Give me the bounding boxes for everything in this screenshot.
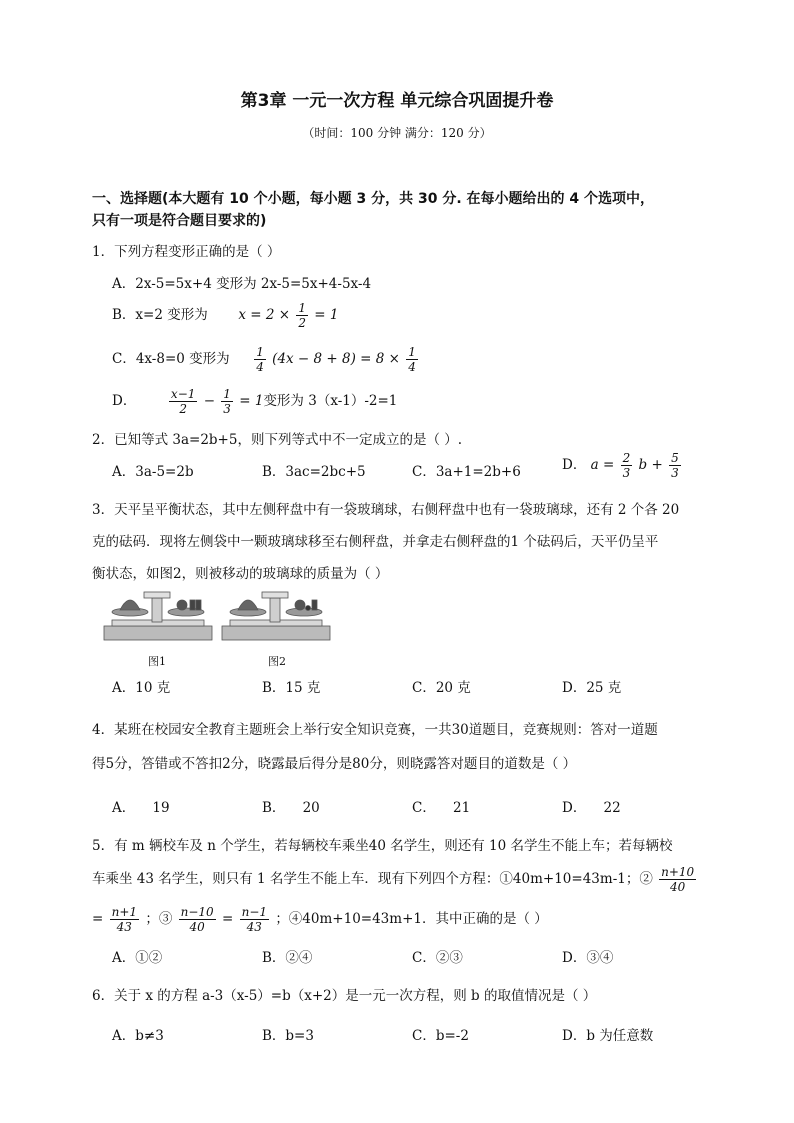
q2-d-pre: D． bbox=[562, 457, 587, 473]
q1-d-minus: − bbox=[203, 393, 215, 409]
q5-option-b: B．②④ bbox=[262, 950, 313, 966]
q1-option-a: A．2x-5=5x+4 变形为 2x-5=5x+4-5x-4 bbox=[112, 276, 372, 292]
q3-options bbox=[112, 676, 712, 696]
q2-d-math: a = bbox=[590, 457, 615, 473]
q5-tail: ；④40m+10=43m+1．其中正确的是（ ） bbox=[275, 911, 548, 927]
q5-sep-3: ；③ bbox=[145, 911, 173, 927]
q6-options bbox=[112, 1024, 712, 1044]
balance-figure bbox=[102, 586, 332, 654]
q1-c-fraction-2: $\frac{1}{4}$ bbox=[408, 345, 416, 374]
q2-option-b: B．3ac=2bc+5 bbox=[262, 464, 366, 480]
q2-option-d bbox=[562, 452, 712, 479]
q5-line1: 5．有 m 辆校车及 n 个学生，若每辆校车乘坐40 名学生，则还有 10 名学生不能上车；若每辆校 bbox=[92, 838, 673, 854]
q4-option-a: A． 19 bbox=[112, 800, 170, 816]
q5-eq-2: = bbox=[221, 911, 234, 927]
q1-option-b bbox=[112, 302, 338, 329]
q3-line3: 衡状态，如图2，则被移动的玻璃球的质量为（ ） bbox=[92, 566, 389, 582]
q5-fraction-2: $\frac{n+1}{43}$ bbox=[111, 905, 138, 934]
q1-stem: 1．下列方程变形正确的是（ ） bbox=[92, 244, 281, 260]
q1-d-fraction-2: $\frac{1}{3}$ bbox=[223, 387, 231, 416]
q5-options bbox=[112, 946, 712, 966]
q3-line2: 克的砝码．现将左侧袋中一颗玻璃球移至右侧秤盘，并拿走右侧秤盘的1 个砝码后，天平仍呈平 bbox=[92, 534, 659, 550]
q6-stem: 6．关于 x 的方程 a-3（x-5）=b（x+2）是一元一次方程，则 b 的取值情况是（ ） bbox=[92, 988, 597, 1004]
q1-option-c bbox=[112, 346, 420, 373]
q5-option-d: D．③④ bbox=[562, 950, 614, 966]
q1-b-fraction: $\frac{1}{2}$ bbox=[298, 301, 306, 330]
q2-d-mid: b + bbox=[638, 457, 663, 473]
q5-fraction-3: $\frac{n-10}{40}$ bbox=[180, 905, 214, 934]
q1-b-math-left: x = 2 × bbox=[238, 307, 291, 323]
q5-line3 bbox=[92, 906, 548, 933]
q5-option-c: C．②③ bbox=[412, 950, 463, 966]
q6-option-b: B．b=3 bbox=[262, 1028, 314, 1044]
q6-option-a: A．b≠3 bbox=[112, 1028, 164, 1044]
q1-c-fraction-1: $\frac{1}{4}$ bbox=[256, 345, 264, 374]
q2-options bbox=[112, 451, 712, 487]
q5-line2 bbox=[92, 866, 698, 893]
q4-option-c: C． 21 bbox=[412, 800, 471, 816]
q2-option-c: C．3a+1=2b+6 bbox=[412, 464, 521, 480]
q3-option-b: B．15 克 bbox=[262, 680, 321, 696]
figure-2-caption: 图2 bbox=[268, 655, 286, 668]
q1-c-pre: C．4x-8=0 变形为 bbox=[112, 351, 230, 367]
figure-1-caption: 图1 bbox=[148, 655, 166, 668]
q4-option-d: D． 22 bbox=[562, 800, 621, 816]
balance-scales-icon bbox=[102, 586, 332, 650]
page-subtitle: （时间：100 分钟 满分：120 分） bbox=[302, 126, 492, 140]
q1-d-pre: D． bbox=[112, 393, 137, 409]
q3-line1: 3．天平呈平衡状态，其中左侧秤盘中有一袋玻璃球，右侧秤盘中也有一袋玻璃球，还有 2 个各 20 bbox=[92, 502, 680, 518]
q5-fraction-4: $\frac{n-1}{43}$ bbox=[241, 905, 268, 934]
q1-option-d bbox=[112, 388, 397, 415]
q2-stem: 2．已知等式 3a=2b+5，则下列等式中不一定成立的是（ ）. bbox=[92, 432, 463, 448]
q6-option-c: C．b=-2 bbox=[412, 1028, 469, 1044]
q4-options bbox=[112, 796, 712, 816]
page-title: 第3章 一元一次方程 单元综合巩固提升卷 bbox=[240, 91, 554, 111]
q3-option-a: A．10 克 bbox=[112, 680, 171, 696]
q1-b-math-right: = 1 bbox=[314, 307, 339, 323]
q3-option-d: D．25 克 bbox=[562, 680, 622, 696]
q1-c-math: (4x − 8 + 8) = 8 × bbox=[272, 351, 400, 367]
q1-d-post: 变形为 3（x-1）-2=1 bbox=[263, 393, 398, 409]
section-heading-line2: 只有一项是符合题目要求的) bbox=[92, 213, 267, 229]
q5-eq-1: = bbox=[92, 911, 104, 927]
section-heading-line1: 一、选择题(本大题有 10 个小题，每小题 3 分，共 30 分. 在每小题给出的 4 个选项中， bbox=[92, 191, 655, 207]
q1-d-equals: = 1 bbox=[239, 393, 264, 409]
q2-d-fraction-1: $\frac{2}{3}$ bbox=[622, 451, 631, 480]
q2-d-fraction-2: $\frac{5}{3}$ bbox=[671, 451, 679, 480]
q3-option-c: C．20 克 bbox=[412, 680, 471, 696]
q5-line2-text: 车乘坐 43 名学生，则只有 1 名学生不能上车．现有下列四个方程：①40m+10=43m-1；② bbox=[92, 871, 653, 887]
q6-option-d: D．b 为任意数 bbox=[562, 1028, 654, 1044]
q5-fraction-1: $\frac{n+10}{40}$ bbox=[661, 865, 695, 894]
q4-line2: 得5分，答错或不答扣2分，晓露最后得分是80分，则晓露答对题目的道数是（ ） bbox=[92, 756, 577, 772]
section-heading bbox=[92, 188, 712, 232]
q1-b-pre: B．x=2 变形为 bbox=[112, 307, 208, 323]
q5-option-a: A．①② bbox=[112, 950, 163, 966]
q4-line1: 4．某班在校园安全教育主题班会上举行安全知识竞赛，一共30道题目，竞赛规则：答对一道题 bbox=[92, 722, 658, 738]
q4-option-b: B． 20 bbox=[262, 800, 320, 816]
q1-d-fraction-1: $\frac{x-1}{2}$ bbox=[170, 387, 196, 416]
q2-option-a: A．3a-5=2b bbox=[112, 464, 194, 480]
